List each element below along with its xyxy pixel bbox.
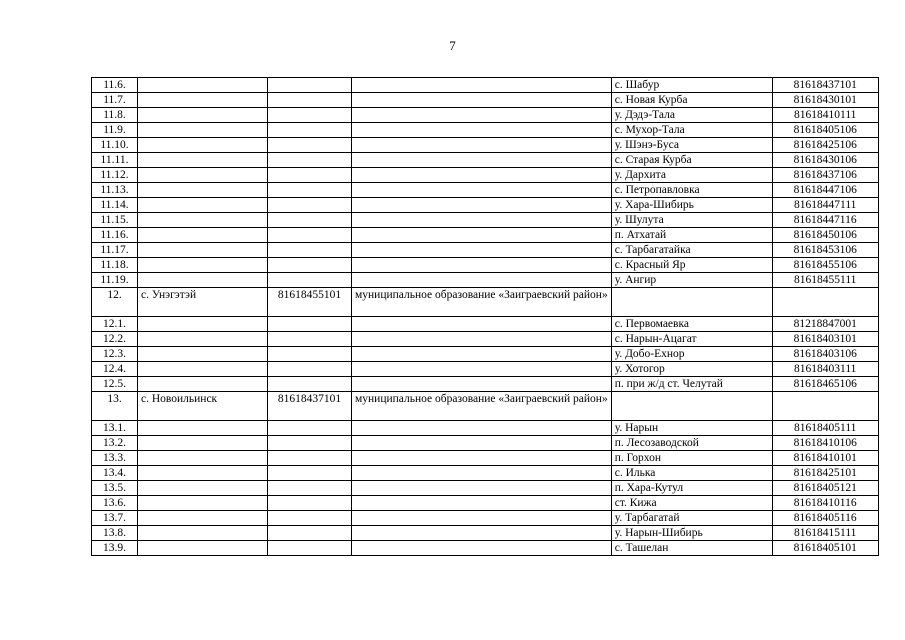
row-number: 13.1. <box>92 421 138 436</box>
row-number: 13.6. <box>92 496 138 511</box>
settlement-name <box>138 362 268 377</box>
table-row <box>92 481 879 496</box>
locality-code: 81618430106 <box>772 153 878 168</box>
locality-name: с. Илька <box>611 466 772 481</box>
settlement-name <box>138 347 268 362</box>
settlement-name <box>138 258 268 273</box>
table-row <box>92 466 879 481</box>
row-number: 13. <box>92 392 138 421</box>
locality-code: 81618437101 <box>772 78 878 93</box>
locality-code: 81618453106 <box>772 243 878 258</box>
municipality-name <box>352 466 612 481</box>
row-number: 13.4. <box>92 466 138 481</box>
municipality-name <box>352 362 612 377</box>
locality-code: 81618405116 <box>772 511 878 526</box>
settlement-code: 81618455101 <box>268 288 352 317</box>
settlement-name <box>138 183 268 198</box>
table-row <box>92 347 879 362</box>
locality-code: 81618415111 <box>772 526 878 541</box>
locality-code: 81618403101 <box>772 332 878 347</box>
municipality-name <box>352 317 612 332</box>
municipality-name <box>352 451 612 466</box>
settlement-code <box>268 153 352 168</box>
table-row <box>92 168 879 183</box>
row-number: 11.18. <box>92 258 138 273</box>
locality-code: 81618403106 <box>772 347 878 362</box>
locality-name: у. Нарын <box>611 421 772 436</box>
settlement-name <box>138 123 268 138</box>
municipality-name <box>352 198 612 213</box>
settlement-code <box>268 183 352 198</box>
table-row <box>92 421 879 436</box>
locality-name: у. Дэдэ-Тала <box>611 108 772 123</box>
locality-code: 81618447116 <box>772 213 878 228</box>
locality-name: у. Хара-Шибирь <box>611 198 772 213</box>
settlement-code <box>268 451 352 466</box>
municipality-name <box>352 347 612 362</box>
locality-code: 81618410106 <box>772 436 878 451</box>
table-row <box>92 78 879 93</box>
municipality-name <box>352 213 612 228</box>
settlement-code <box>268 377 352 392</box>
municipality-name <box>352 526 612 541</box>
settlement-code <box>268 332 352 347</box>
table-row <box>92 138 879 153</box>
locality-code: 81618447111 <box>772 198 878 213</box>
locality-code: 81618425101 <box>772 466 878 481</box>
table-row <box>92 317 879 332</box>
settlement-name <box>138 332 268 347</box>
row-number: 11.6. <box>92 78 138 93</box>
municipality-name <box>352 436 612 451</box>
locality-name: у. Добо-Ехнор <box>611 347 772 362</box>
settlement-code <box>268 93 352 108</box>
table-row <box>92 243 879 258</box>
settlement-name <box>138 78 268 93</box>
settlement-name <box>138 138 268 153</box>
table-row <box>92 153 879 168</box>
table-row <box>92 526 879 541</box>
locality-name: с. Красный Яр <box>611 258 772 273</box>
settlement-code <box>268 168 352 183</box>
locality-code: 81618405121 <box>772 481 878 496</box>
locality-name: с. Тарбагатайка <box>611 243 772 258</box>
settlement-name <box>138 93 268 108</box>
table-row-main <box>92 392 879 421</box>
settlement-name: с. Новоильинск <box>138 392 268 421</box>
locality-code: 81618410111 <box>772 108 878 123</box>
locality-name: п. Горхон <box>611 451 772 466</box>
table-row <box>92 258 879 273</box>
row-number: 11.8. <box>92 108 138 123</box>
settlement-code <box>268 273 352 288</box>
settlement-name <box>138 317 268 332</box>
table-row <box>92 93 879 108</box>
municipality-name <box>352 511 612 526</box>
locality-code: 81618447106 <box>772 183 878 198</box>
locality-code: 81618425106 <box>772 138 878 153</box>
table-row <box>92 362 879 377</box>
locality-name: у. Шулута <box>611 213 772 228</box>
settlement-code <box>268 421 352 436</box>
settlement-name <box>138 153 268 168</box>
row-number: 11.7. <box>92 93 138 108</box>
settlement-code <box>268 213 352 228</box>
locality-code: 81618410116 <box>772 496 878 511</box>
municipality-name <box>352 78 612 93</box>
settlement-code <box>268 258 352 273</box>
row-number: 11.10. <box>92 138 138 153</box>
municipality-name <box>352 258 612 273</box>
settlement-code <box>268 108 352 123</box>
settlement-name: с. Унэгэтэй <box>138 288 268 317</box>
table-row <box>92 541 879 556</box>
municipality-name <box>352 228 612 243</box>
row-number: 12.3. <box>92 347 138 362</box>
table-row <box>92 511 879 526</box>
settlement-name <box>138 421 268 436</box>
table-row <box>92 332 879 347</box>
municipality-name <box>352 183 612 198</box>
settlement-code <box>268 138 352 153</box>
settlement-code <box>268 436 352 451</box>
locality-name: с. Новая Курба <box>611 93 772 108</box>
municipality-name <box>352 123 612 138</box>
row-number: 13.7. <box>92 511 138 526</box>
locality-code: 81618405106 <box>772 123 878 138</box>
settlement-code <box>268 123 352 138</box>
municipality-name: муниципальное образование «Заиграевский район» <box>352 288 612 317</box>
locality-name: у. Нарын-Шибирь <box>611 526 772 541</box>
row-number: 13.2. <box>92 436 138 451</box>
locality-name: с. Первомаевка <box>611 317 772 332</box>
locality-name: с. Старая Курба <box>611 153 772 168</box>
settlements-table <box>91 77 879 556</box>
settlement-code <box>268 481 352 496</box>
settlement-name <box>138 213 268 228</box>
settlement-code <box>268 526 352 541</box>
municipality-name <box>352 93 612 108</box>
settlement-code <box>268 362 352 377</box>
settlement-name <box>138 243 268 258</box>
settlement-code <box>268 541 352 556</box>
locality-code: 81618455106 <box>772 258 878 273</box>
locality-name: у. Хотогор <box>611 362 772 377</box>
settlement-code <box>268 496 352 511</box>
settlement-name <box>138 228 268 243</box>
settlement-code <box>268 243 352 258</box>
locality-name: с. Петропавловка <box>611 183 772 198</box>
locality-name: п. при ж/д ст. Челутай <box>611 377 772 392</box>
row-number: 11.11. <box>92 153 138 168</box>
locality-code: 81618465106 <box>772 377 878 392</box>
settlement-code <box>268 317 352 332</box>
municipality-name <box>352 332 612 347</box>
settlement-name <box>138 496 268 511</box>
locality-code <box>772 392 878 421</box>
settlement-code <box>268 198 352 213</box>
row-number: 11.17. <box>92 243 138 258</box>
locality-name: п. Лесозаводской <box>611 436 772 451</box>
settlement-name <box>138 526 268 541</box>
page-number: 7 <box>449 38 456 53</box>
row-number: 11.16. <box>92 228 138 243</box>
municipality-name <box>352 168 612 183</box>
table-row <box>92 213 879 228</box>
row-number: 13.9. <box>92 541 138 556</box>
settlement-code <box>268 511 352 526</box>
settlement-name <box>138 273 268 288</box>
locality-name: у. Дархита <box>611 168 772 183</box>
locality-name: с. Шабур <box>611 78 772 93</box>
row-number: 12.5. <box>92 377 138 392</box>
locality-name: п. Хара-Кутул <box>611 481 772 496</box>
municipality-name <box>352 138 612 153</box>
settlement-name <box>138 511 268 526</box>
municipality-name <box>352 377 612 392</box>
locality-name: с. Нарын-Ацагат <box>611 332 772 347</box>
municipality-name <box>352 108 612 123</box>
settlement-code <box>268 78 352 93</box>
locality-name: с. Ташелан <box>611 541 772 556</box>
locality-name: у. Шэнэ-Буса <box>611 138 772 153</box>
locality-code: 81618405111 <box>772 421 878 436</box>
locality-name: с. Мухор-Тала <box>611 123 772 138</box>
table-row <box>92 183 879 198</box>
row-number: 11.9. <box>92 123 138 138</box>
row-number: 11.12. <box>92 168 138 183</box>
municipality-name <box>352 153 612 168</box>
municipality-name <box>352 421 612 436</box>
settlement-name <box>138 481 268 496</box>
row-number: 12. <box>92 288 138 317</box>
settlement-name <box>138 541 268 556</box>
settlement-name <box>138 168 268 183</box>
settlement-code: 81618437101 <box>268 392 352 421</box>
table-row <box>92 108 879 123</box>
table-row <box>92 228 879 243</box>
row-number: 11.15. <box>92 213 138 228</box>
row-number: 11.13. <box>92 183 138 198</box>
settlement-name <box>138 377 268 392</box>
table-row <box>92 496 879 511</box>
municipality-name <box>352 273 612 288</box>
table-row-main <box>92 288 879 317</box>
table-row <box>92 123 879 138</box>
locality-name <box>611 392 772 421</box>
locality-code: 81618410101 <box>772 451 878 466</box>
table-row <box>92 198 879 213</box>
settlement-name <box>138 451 268 466</box>
locality-code: 81618455111 <box>772 273 878 288</box>
municipality-name <box>352 243 612 258</box>
locality-name: п. Атхатай <box>611 228 772 243</box>
locality-code: 81618430101 <box>772 93 878 108</box>
locality-code <box>772 288 878 317</box>
row-number: 11.19. <box>92 273 138 288</box>
row-number: 13.3. <box>92 451 138 466</box>
settlement-code <box>268 228 352 243</box>
locality-code: 81618450106 <box>772 228 878 243</box>
settlement-code <box>268 347 352 362</box>
settlement-code <box>268 466 352 481</box>
settlement-name <box>138 436 268 451</box>
settlement-name <box>138 198 268 213</box>
municipality-name <box>352 481 612 496</box>
municipality-name: муниципальное образование «Заиграевский район» <box>352 392 612 421</box>
locality-code: 81618403111 <box>772 362 878 377</box>
row-number: 13.5. <box>92 481 138 496</box>
locality-name: ст. Кижа <box>611 496 772 511</box>
settlement-name <box>138 108 268 123</box>
locality-code: 81618437106 <box>772 168 878 183</box>
row-number: 12.1. <box>92 317 138 332</box>
settlement-name <box>138 466 268 481</box>
locality-code: 81618405101 <box>772 541 878 556</box>
table-row <box>92 436 879 451</box>
row-number: 13.8. <box>92 526 138 541</box>
row-number: 11.14. <box>92 198 138 213</box>
row-number: 12.4. <box>92 362 138 377</box>
row-number: 12.2. <box>92 332 138 347</box>
locality-name: у. Тарбагатай <box>611 511 772 526</box>
locality-name: у. Ангир <box>611 273 772 288</box>
locality-name <box>611 288 772 317</box>
municipality-name <box>352 541 612 556</box>
locality-code: 81218847001 <box>772 317 878 332</box>
table-row <box>92 273 879 288</box>
table-row <box>92 451 879 466</box>
municipality-name <box>352 496 612 511</box>
table-row <box>92 377 879 392</box>
